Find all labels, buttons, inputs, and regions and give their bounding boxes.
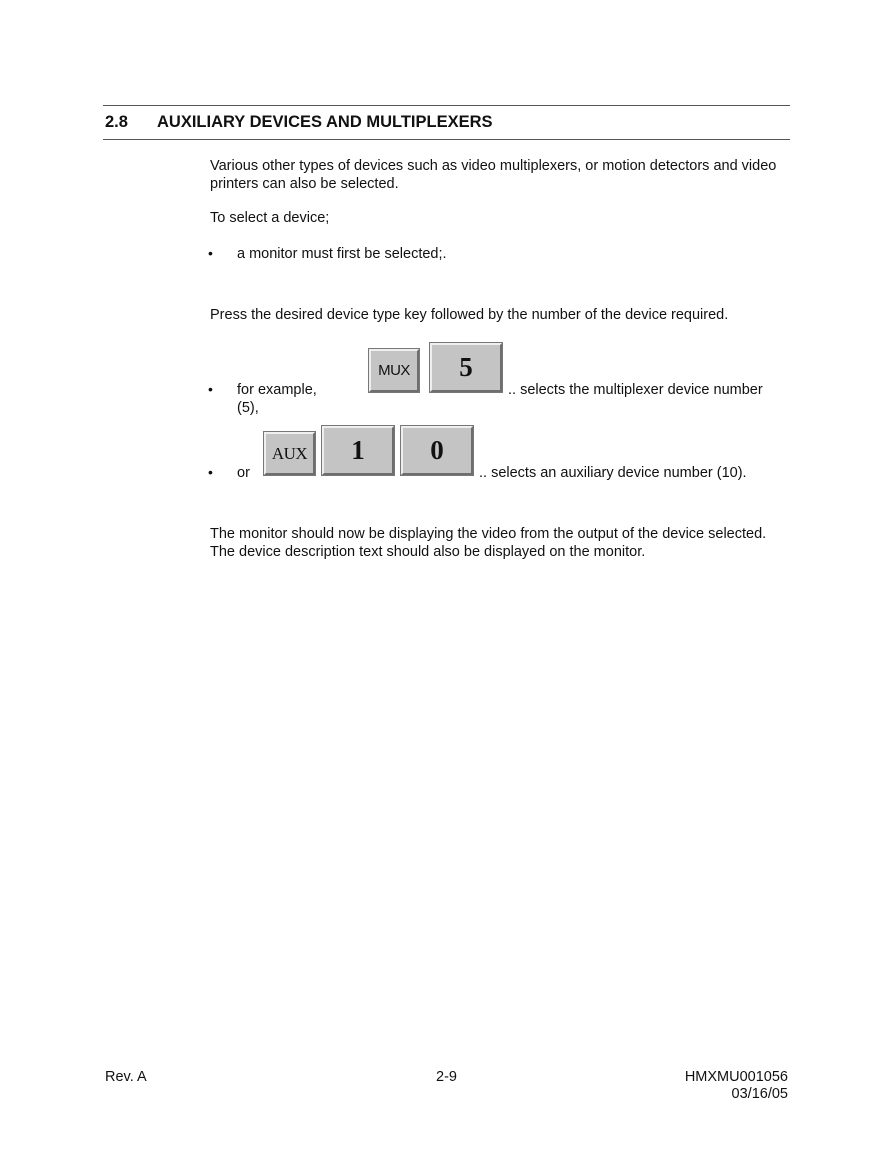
section-heading xyxy=(105,113,493,132)
bullet-dot: • xyxy=(208,245,213,261)
footer-revision: Rev. A xyxy=(105,1069,147,1085)
paragraph-select-device: To select a device; xyxy=(210,210,330,226)
footer-doc-number: HMXMU001056 xyxy=(684,1069,788,1085)
bullet-dot: • xyxy=(208,464,213,480)
paragraph-line: The monitor should now be displaying the video from the output of the device selected. xyxy=(210,526,767,542)
example2-prefix: or xyxy=(237,465,250,481)
paragraph-intro xyxy=(210,157,790,193)
example1-suffix: .. selects the multiplexer device number xyxy=(508,382,763,398)
number-1-key: 1 xyxy=(322,426,394,475)
section-number: 2.8 xyxy=(105,113,128,131)
example1-prefix: for example, xyxy=(237,382,317,398)
header-rule-top xyxy=(103,105,790,106)
example1-suffix-continued: (5), xyxy=(237,400,259,416)
paragraph-line: The device description text should also be displayed on the monitor. xyxy=(210,544,646,560)
paragraph-line: Various other types of devices such as video multiplexers, or motion detectors and video xyxy=(210,158,777,174)
paragraph-press-key: Press the desired device type key followed by the number of the device required. xyxy=(210,307,729,323)
mux-key: MUX xyxy=(369,349,419,392)
aux-key: AUX xyxy=(264,432,315,475)
bullet-dot: • xyxy=(208,381,213,397)
section-title: AUXILIARY DEVICES AND MULTIPLEXERS xyxy=(157,113,493,131)
example2-suffix: .. selects an auxiliary device number (10). xyxy=(479,465,747,481)
header-rule-bottom xyxy=(103,139,790,140)
number-0-key: 0 xyxy=(401,426,473,475)
footer-doc-info xyxy=(685,1069,788,1103)
footer-page-number: 2-9 xyxy=(436,1069,457,1085)
bullet-monitor-selected: a monitor must first be selected;. xyxy=(237,246,447,262)
number-5-key: 5 xyxy=(430,343,502,392)
paragraph-line: printers can also be selected. xyxy=(210,176,399,192)
footer-date: 03/16/05 xyxy=(731,1086,788,1102)
paragraph-monitor-display xyxy=(210,525,790,561)
